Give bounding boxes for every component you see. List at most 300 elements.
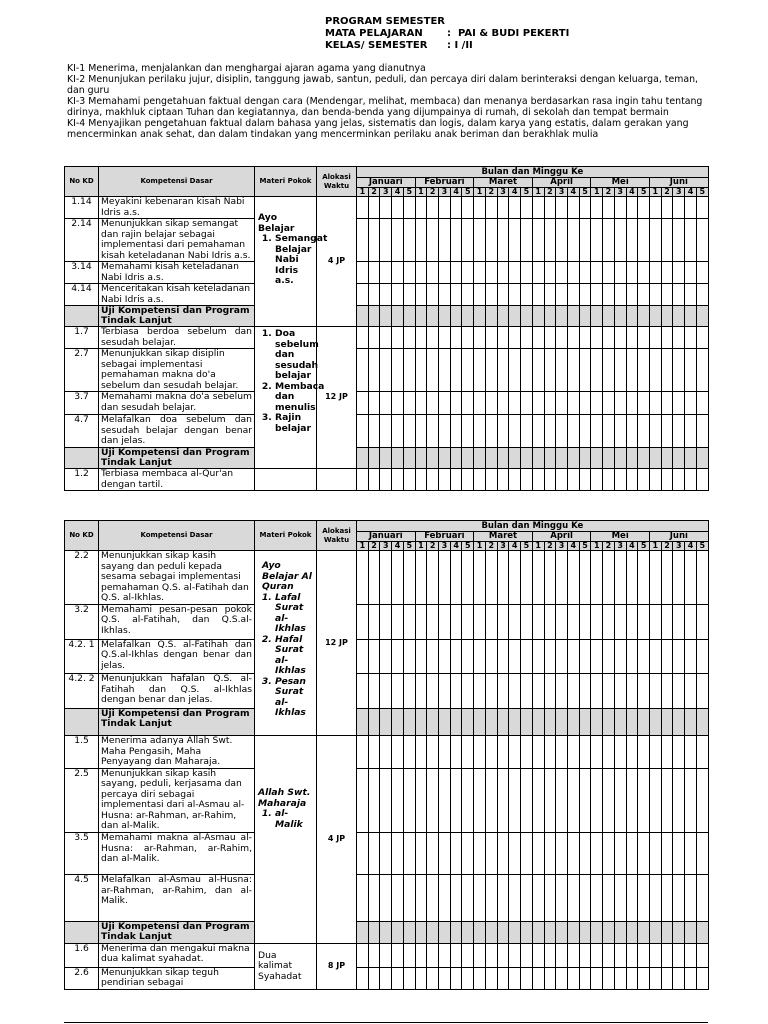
schedule-cell bbox=[626, 327, 638, 349]
schedule-cell bbox=[415, 604, 427, 639]
schedule-cell bbox=[614, 448, 626, 469]
header-week: 4 bbox=[685, 542, 697, 551]
kd-text: Menunjukkan hafalan Q.S. al-Fatihah dan Q.S. al-Ikhlas dengan benar dan jelas. bbox=[99, 674, 255, 709]
schedule-cell bbox=[509, 921, 521, 943]
schedule-cell bbox=[532, 469, 544, 491]
mapel-value: : PAI & BUDI PEKERTI bbox=[447, 28, 570, 39]
kd-text: Memahami makna al-Asmau al-Husna: ar-Rahman, ar-Rahim, dan al-Malik. bbox=[99, 833, 255, 875]
header-alokasi-waktu: Alokasi Waktu bbox=[317, 167, 357, 197]
schedule-cell bbox=[603, 943, 615, 967]
schedule-cell bbox=[392, 219, 404, 262]
schedule-cell bbox=[649, 349, 661, 392]
schedule-cell bbox=[392, 967, 404, 989]
schedule-cell bbox=[462, 674, 474, 709]
schedule-cell bbox=[392, 736, 404, 769]
header-week: 5 bbox=[521, 542, 533, 551]
uji-number bbox=[65, 448, 99, 469]
schedule-cell bbox=[696, 674, 708, 709]
schedule-cell bbox=[462, 469, 474, 491]
header-week: 5 bbox=[521, 188, 533, 197]
schedule-cell bbox=[614, 415, 626, 448]
schedule-cell bbox=[450, 469, 462, 491]
header-week: 3 bbox=[673, 542, 685, 551]
schedule-cell bbox=[485, 469, 497, 491]
header-week: 5 bbox=[696, 542, 708, 551]
schedule-cell bbox=[357, 197, 369, 219]
schedule-cell bbox=[462, 639, 474, 673]
schedule-cell bbox=[532, 349, 544, 392]
schedule-cell bbox=[521, 551, 533, 605]
schedule-cell bbox=[368, 875, 380, 921]
schedule-cell bbox=[462, 262, 474, 284]
schedule-cell bbox=[626, 833, 638, 875]
schedule-cell bbox=[649, 709, 661, 736]
schedule-cell bbox=[626, 736, 638, 769]
schedule-cell bbox=[567, 943, 579, 967]
schedule-cell bbox=[567, 674, 579, 709]
schedule-cell bbox=[497, 219, 509, 262]
schedule-cell bbox=[392, 875, 404, 921]
schedule-cell bbox=[485, 768, 497, 832]
header-week: 1 bbox=[649, 542, 661, 551]
schedule-cell bbox=[567, 604, 579, 639]
schedule-cell bbox=[521, 921, 533, 943]
schedule-cell bbox=[567, 197, 579, 219]
kelas-value: : I /II bbox=[447, 40, 473, 51]
header-no-kd: No KD bbox=[65, 521, 99, 551]
schedule-cell bbox=[614, 768, 626, 832]
materi-item: 3. Rajin belajar bbox=[275, 413, 313, 434]
schedule-cell bbox=[579, 284, 591, 306]
schedule-cell bbox=[427, 469, 439, 491]
schedule-cell bbox=[427, 674, 439, 709]
schedule-cell bbox=[696, 967, 708, 989]
schedule-cell bbox=[591, 709, 603, 736]
schedule-cell bbox=[696, 736, 708, 769]
schedule-cell bbox=[603, 284, 615, 306]
header-month: April bbox=[532, 178, 591, 188]
schedule-cell bbox=[532, 415, 544, 448]
kd-number: 2.6 bbox=[65, 967, 99, 989]
schedule-cell bbox=[579, 674, 591, 709]
schedule-cell bbox=[626, 469, 638, 491]
schedule-cell bbox=[439, 197, 451, 219]
kd-text: Memahami pesan-pesan pokok Q.S. al-Fatihah, dan Q.S.al-Ikhlas. bbox=[99, 604, 255, 639]
schedule-cell bbox=[509, 349, 521, 392]
schedule-cell bbox=[497, 833, 509, 875]
schedule-cell bbox=[509, 197, 521, 219]
header-bulan-minggu: Bulan dan Minggu Ke bbox=[357, 521, 709, 532]
header-week: 1 bbox=[474, 542, 486, 551]
header-week: 2 bbox=[603, 542, 615, 551]
schedule-cell bbox=[357, 967, 369, 989]
schedule-cell bbox=[649, 943, 661, 967]
schedule-cell bbox=[532, 921, 544, 943]
schedule-cell bbox=[439, 768, 451, 832]
header-week: 5 bbox=[462, 542, 474, 551]
kd-number: 1.14 bbox=[65, 197, 99, 219]
schedule-cell bbox=[497, 551, 509, 605]
schedule-cell bbox=[626, 349, 638, 392]
schedule-cell bbox=[497, 736, 509, 769]
schedule-cell bbox=[556, 197, 568, 219]
schedule-cell bbox=[591, 327, 603, 349]
schedule-cell bbox=[626, 262, 638, 284]
schedule-cell bbox=[567, 306, 579, 327]
schedule-cell bbox=[696, 415, 708, 448]
schedule-cell bbox=[556, 709, 568, 736]
schedule-cell bbox=[661, 415, 673, 448]
schedule-cell bbox=[626, 604, 638, 639]
schedule-cell bbox=[649, 551, 661, 605]
schedule-cell bbox=[415, 415, 427, 448]
schedule-cell bbox=[673, 349, 685, 392]
schedule-cell bbox=[509, 219, 521, 262]
kd-text: Menunjukkan sikap disiplin sebagai implementasi pemahaman makna do'a sebelum dan sesudah belajar. bbox=[99, 349, 255, 392]
schedule-cell bbox=[462, 921, 474, 943]
schedule-cell bbox=[673, 875, 685, 921]
schedule-cell bbox=[614, 604, 626, 639]
schedule-cell bbox=[544, 943, 556, 967]
materi-item: 1. Doa sebelum dan sesudah belajar bbox=[275, 329, 313, 382]
schedule-cell bbox=[450, 768, 462, 832]
schedule-cell bbox=[415, 639, 427, 673]
schedule-cell bbox=[403, 469, 415, 491]
schedule-cell bbox=[649, 448, 661, 469]
schedule-cell bbox=[532, 943, 544, 967]
schedule-cell bbox=[603, 197, 615, 219]
schedule-cell bbox=[450, 833, 462, 875]
schedule-cell bbox=[368, 551, 380, 605]
schedule-cell bbox=[474, 875, 486, 921]
schedule-cell bbox=[462, 833, 474, 875]
materi-title: Ayo Belajar Al Quran bbox=[262, 560, 312, 593]
schedule-cell bbox=[603, 967, 615, 989]
schedule-cell bbox=[485, 415, 497, 448]
schedule-cell bbox=[591, 674, 603, 709]
schedule-cell bbox=[485, 448, 497, 469]
schedule-cell bbox=[673, 943, 685, 967]
schedule-cell bbox=[685, 284, 697, 306]
kd-text: Menunjukkan sikap teguh pendirian sebagai bbox=[99, 967, 255, 989]
schedule-cell bbox=[567, 709, 579, 736]
schedule-cell bbox=[614, 833, 626, 875]
schedule-cell bbox=[532, 736, 544, 769]
schedule-cell bbox=[415, 551, 427, 605]
schedule-cell bbox=[450, 219, 462, 262]
schedule-cell bbox=[439, 284, 451, 306]
schedule-cell bbox=[474, 709, 486, 736]
schedule-cell bbox=[532, 674, 544, 709]
schedule-cell bbox=[497, 674, 509, 709]
schedule-cell bbox=[614, 284, 626, 306]
materi-item: 2. Membaca dan menulis bbox=[275, 382, 313, 414]
schedule-cell bbox=[696, 875, 708, 921]
schedule-cell bbox=[439, 604, 451, 639]
schedule-cell bbox=[591, 262, 603, 284]
schedule-cell bbox=[474, 833, 486, 875]
header-week: 2 bbox=[427, 188, 439, 197]
header-week: 1 bbox=[591, 188, 603, 197]
schedule-cell bbox=[427, 327, 439, 349]
schedule-cell bbox=[392, 639, 404, 673]
schedule-cell bbox=[368, 768, 380, 832]
header-month: Mei bbox=[591, 532, 650, 542]
schedule-cell bbox=[673, 639, 685, 673]
schedule-cell bbox=[579, 349, 591, 392]
schedule-cell bbox=[532, 833, 544, 875]
schedule-cell bbox=[415, 448, 427, 469]
materi-pokok-cell: Dua kalimat Syahadat bbox=[255, 943, 317, 989]
header-week: 2 bbox=[661, 542, 673, 551]
schedule-cell bbox=[415, 768, 427, 832]
schedule-cell bbox=[532, 284, 544, 306]
schedule-cell bbox=[380, 469, 392, 491]
schedule-cell bbox=[439, 639, 451, 673]
header-week: 1 bbox=[532, 542, 544, 551]
schedule-cell bbox=[415, 197, 427, 219]
schedule-cell bbox=[521, 768, 533, 832]
page-divider bbox=[64, 1022, 708, 1023]
schedule-cell bbox=[649, 967, 661, 989]
schedule-cell bbox=[661, 262, 673, 284]
schedule-cell bbox=[439, 262, 451, 284]
schedule-cell bbox=[614, 392, 626, 415]
schedule-cell bbox=[544, 469, 556, 491]
kd-text: Memahami makna do'a sebelum dan sesudah belajar. bbox=[99, 392, 255, 415]
schedule-cell bbox=[591, 604, 603, 639]
schedule-cell bbox=[485, 967, 497, 989]
schedule-cell bbox=[649, 639, 661, 673]
schedule-cell bbox=[509, 967, 521, 989]
schedule-cell bbox=[567, 284, 579, 306]
header-kompetensi-dasar: Kompetensi Dasar bbox=[99, 167, 255, 197]
schedule-cell bbox=[567, 448, 579, 469]
schedule-cell bbox=[591, 469, 603, 491]
header-month: Februari bbox=[415, 532, 474, 542]
schedule-cell bbox=[638, 469, 650, 491]
schedule-cell bbox=[521, 967, 533, 989]
schedule-cell bbox=[556, 327, 568, 349]
schedule-cell bbox=[544, 448, 556, 469]
header-week: 2 bbox=[368, 188, 380, 197]
kd-text: Melafalkan Q.S. al-Fatihah dan Q.S.al-Ikhlas dengan benar dan jelas. bbox=[99, 639, 255, 673]
schedule-cell bbox=[673, 709, 685, 736]
schedule-cell bbox=[579, 967, 591, 989]
schedule-cell bbox=[521, 284, 533, 306]
schedule-cell bbox=[556, 392, 568, 415]
schedule-cell bbox=[368, 284, 380, 306]
schedule-cell bbox=[638, 448, 650, 469]
schedule-cell bbox=[673, 415, 685, 448]
schedule-cell bbox=[544, 262, 556, 284]
schedule-cell bbox=[368, 967, 380, 989]
schedule-cell bbox=[357, 921, 369, 943]
schedule-cell bbox=[638, 349, 650, 392]
schedule-cell bbox=[614, 709, 626, 736]
schedule-cell bbox=[368, 674, 380, 709]
schedule-cell bbox=[485, 943, 497, 967]
schedule-cell bbox=[509, 768, 521, 832]
schedule-cell bbox=[462, 736, 474, 769]
schedule-cell bbox=[474, 306, 486, 327]
header-week: 3 bbox=[439, 188, 451, 197]
schedule-cell bbox=[462, 768, 474, 832]
schedule-cell bbox=[439, 306, 451, 327]
alokasi-cell: 4 JP bbox=[317, 736, 357, 943]
schedule-cell bbox=[532, 197, 544, 219]
header-week: 3 bbox=[380, 188, 392, 197]
schedule-cell bbox=[380, 392, 392, 415]
schedule-cell bbox=[696, 349, 708, 392]
schedule-cell bbox=[603, 306, 615, 327]
schedule-cell bbox=[673, 327, 685, 349]
uji-label: Uji Kompetensi dan Program Tindak Lanjut bbox=[99, 306, 255, 327]
schedule-cell bbox=[626, 875, 638, 921]
schedule-cell bbox=[485, 284, 497, 306]
schedule-cell bbox=[521, 875, 533, 921]
kd-number: 4.14 bbox=[65, 284, 99, 306]
schedule-cell bbox=[485, 674, 497, 709]
schedule-cell bbox=[603, 415, 615, 448]
schedule-cell bbox=[696, 284, 708, 306]
schedule-cell bbox=[392, 262, 404, 284]
schedule-cell bbox=[450, 327, 462, 349]
materi-list bbox=[258, 233, 328, 287]
schedule-cell bbox=[357, 469, 369, 491]
schedule-cell bbox=[544, 349, 556, 392]
schedule-cell bbox=[661, 967, 673, 989]
schedule-cell bbox=[497, 768, 509, 832]
materi-list bbox=[258, 809, 313, 830]
schedule-cell bbox=[392, 327, 404, 349]
schedule-cell bbox=[579, 709, 591, 736]
schedule-cell bbox=[661, 875, 673, 921]
schedule-cell bbox=[392, 709, 404, 736]
schedule-cell bbox=[357, 219, 369, 262]
schedule-cell bbox=[673, 604, 685, 639]
schedule-cell bbox=[649, 469, 661, 491]
schedule-cell bbox=[392, 306, 404, 327]
schedule-cell bbox=[626, 448, 638, 469]
schedule-cell bbox=[579, 551, 591, 605]
schedule-cell bbox=[685, 469, 697, 491]
schedule-cell bbox=[450, 709, 462, 736]
schedule-cell bbox=[485, 197, 497, 219]
header-week: 1 bbox=[649, 188, 661, 197]
schedule-cell bbox=[556, 674, 568, 709]
schedule-cell bbox=[649, 415, 661, 448]
schedule-cell bbox=[403, 219, 415, 262]
schedule-cell bbox=[661, 674, 673, 709]
schedule-cell bbox=[439, 448, 451, 469]
schedule-cell bbox=[603, 327, 615, 349]
schedule-cell bbox=[462, 967, 474, 989]
schedule-cell bbox=[567, 219, 579, 262]
schedule-cell bbox=[474, 448, 486, 469]
schedule-cell bbox=[497, 639, 509, 673]
schedule-cell bbox=[357, 551, 369, 605]
schedule-cell bbox=[544, 875, 556, 921]
schedule-cell bbox=[696, 639, 708, 673]
schedule-cell bbox=[450, 674, 462, 709]
schedule-cell bbox=[380, 327, 392, 349]
kd-number: 3.7 bbox=[65, 392, 99, 415]
kd-number: 4.7 bbox=[65, 415, 99, 448]
schedule-cell bbox=[403, 604, 415, 639]
schedule-cell bbox=[415, 306, 427, 327]
schedule-cell bbox=[462, 284, 474, 306]
schedule-cell bbox=[661, 284, 673, 306]
schedule-cell bbox=[521, 736, 533, 769]
schedule-cell bbox=[544, 327, 556, 349]
schedule-cell bbox=[403, 262, 415, 284]
materi-item: 2. Hafal Surat al-Ikhlas bbox=[275, 635, 313, 677]
schedule-cell bbox=[556, 921, 568, 943]
kelas-label: KELAS/ SEMESTER bbox=[325, 40, 428, 51]
schedule-cell bbox=[427, 306, 439, 327]
header-month: April bbox=[532, 532, 591, 542]
schedule-cell bbox=[567, 469, 579, 491]
schedule-cell bbox=[427, 415, 439, 448]
schedule-cell bbox=[544, 709, 556, 736]
schedule-cell bbox=[556, 219, 568, 262]
schedule-cell bbox=[579, 875, 591, 921]
schedule-cell bbox=[638, 197, 650, 219]
schedule-cell bbox=[521, 327, 533, 349]
schedule-cell bbox=[626, 709, 638, 736]
schedule-cell bbox=[439, 674, 451, 709]
ki-1: KI-1 Menerima, menjalankan dan menghargai ajaran agama yang dianutnya bbox=[67, 63, 426, 74]
schedule-cell bbox=[427, 639, 439, 673]
schedule-cell bbox=[427, 197, 439, 219]
header-week: 3 bbox=[380, 542, 392, 551]
schedule-cell bbox=[521, 604, 533, 639]
schedule-cell bbox=[614, 349, 626, 392]
schedule-cell bbox=[614, 327, 626, 349]
schedule-cell bbox=[497, 415, 509, 448]
schedule-cell bbox=[567, 736, 579, 769]
schedule-cell bbox=[357, 604, 369, 639]
kd-text: Terbiasa berdoa sebelum dan sesudah belajar. bbox=[99, 327, 255, 349]
schedule-cell bbox=[591, 921, 603, 943]
header-week: 4 bbox=[450, 542, 462, 551]
alokasi-cell: 4 JP bbox=[317, 197, 357, 327]
schedule-cell bbox=[661, 392, 673, 415]
schedule-cell bbox=[474, 674, 486, 709]
schedule-cell bbox=[485, 551, 497, 605]
schedule-cell bbox=[626, 219, 638, 262]
schedule-cell bbox=[509, 639, 521, 673]
schedule-cell bbox=[392, 415, 404, 448]
schedule-cell bbox=[556, 967, 568, 989]
header-week: 4 bbox=[626, 188, 638, 197]
schedule-cell bbox=[532, 967, 544, 989]
schedule-cell bbox=[521, 415, 533, 448]
schedule-cell bbox=[626, 197, 638, 219]
schedule-cell bbox=[649, 921, 661, 943]
schedule-cell bbox=[696, 551, 708, 605]
schedule-cell bbox=[603, 709, 615, 736]
schedule-cell bbox=[591, 639, 603, 673]
schedule-cell bbox=[661, 469, 673, 491]
schedule-cell bbox=[485, 921, 497, 943]
schedule-cell bbox=[497, 392, 509, 415]
schedule-cell bbox=[696, 306, 708, 327]
header-bulan-minggu: Bulan dan Minggu Ke bbox=[357, 167, 709, 178]
kd-number: 1.2 bbox=[65, 469, 99, 491]
schedule-cell bbox=[509, 262, 521, 284]
